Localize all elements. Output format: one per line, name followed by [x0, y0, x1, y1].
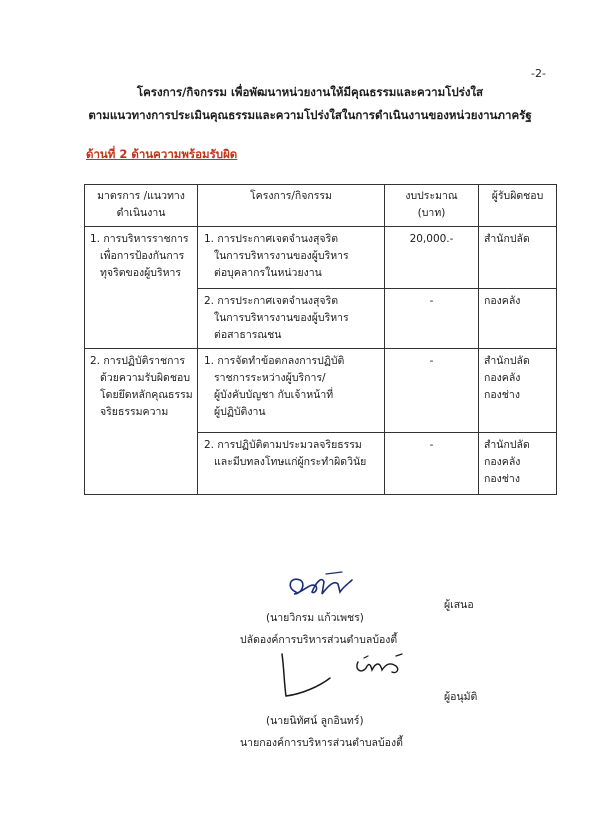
table-row — [85, 349, 557, 433]
project-cell — [198, 433, 385, 495]
project-line: 1. การประกาศเจตจำนงสุจริต — [204, 233, 339, 245]
owner-cell — [479, 227, 557, 289]
project-line: และมีบทลงโทษแก่ผู้กระทำผิดวินัย — [214, 456, 367, 468]
project-line: ต่อบุคลากรในหน่วยงาน — [214, 267, 322, 279]
budget-cell: 20,000.- — [385, 227, 479, 289]
header-measure — [85, 185, 198, 227]
project-line: ผู้ปฏิบัติงาน — [214, 406, 266, 418]
header-measure-line-1: มาตรการ /แนวทาง — [97, 190, 185, 202]
header-budget-line-1: งบประมาณ — [405, 190, 458, 202]
approver-position: นายกองค์การบริหารส่วนตำบลบ้องตี้ — [240, 737, 403, 749]
proposer-position: ปลัดองค์การบริหารส่วนตำบลบ้องตี้ — [240, 634, 398, 646]
header-project-label: โครงการ/กิจกรรม — [250, 190, 332, 202]
section-title: ด้านที่ 2 ด้านความพร้อมรับผิด — [86, 147, 238, 161]
table-row — [85, 227, 557, 289]
budget-cell: - — [385, 289, 479, 349]
owner-line: สำนักปลัด — [484, 355, 530, 367]
project-line: ผู้บังคับบัญชา กับเจ้าหน้าที่ — [214, 389, 334, 401]
owner-line: สำนักปลัด — [484, 233, 530, 245]
owner-cell — [479, 433, 557, 495]
proposer-name: (นายวิกรม แก้วเพชร) — [266, 612, 364, 624]
owner-cell — [479, 349, 557, 433]
budget-cell: - — [385, 433, 479, 495]
owner-line: กองช่าง — [484, 473, 520, 485]
approver-role: ผู้อนุมัติ — [444, 691, 478, 703]
owner-cell — [479, 289, 557, 349]
owner-line: กองคลัง — [484, 295, 521, 307]
project-line: ในการบริหารงานของผู้บริหาร — [214, 312, 349, 324]
measure-line: เพื่อการป้องกันการ — [100, 250, 185, 262]
owner-line: สำนักปลัด — [484, 439, 530, 451]
owner-line: กองคลัง — [484, 372, 521, 384]
project-line: ต่อสาธารณชน — [214, 329, 282, 341]
proposer-signature — [282, 570, 362, 606]
header-budget — [385, 185, 479, 227]
measures-table — [84, 184, 557, 495]
owner-line: กองช่าง — [484, 389, 520, 401]
approver-name: (นายนิทัศน์ ลูกอินทร์) — [266, 715, 364, 727]
owner-line: กองคลัง — [484, 456, 521, 468]
project-cell — [198, 289, 385, 349]
document-title-line-2: ตามแนวทางการประเมินคุณธรรมและความโปร่งใสในการดำเนินงานของหน่วยงานภาครัฐ — [88, 108, 532, 122]
measure-line: 2. การปฏิบัติราชการ — [90, 355, 186, 367]
project-line: 1. การจัดทำข้อตกลงการปฏิบัติ — [204, 355, 345, 367]
header-budget-line-2: (บาท) — [417, 207, 446, 219]
table-header-row — [85, 185, 557, 227]
header-owner — [479, 185, 557, 227]
header-owner-label: ผู้รับผิดชอบ — [491, 190, 544, 202]
project-line: ราชการระหว่างผู้บริการ/ — [214, 372, 326, 384]
approver-signature — [272, 648, 422, 704]
measure-line: จริยธรรมความ — [100, 406, 169, 418]
project-line: 2. การปฏิบัติตามประมวลจริยธรรม — [204, 439, 362, 451]
document-title-line-1: โครงการ/กิจกรรม เพื่อพัฒนาหน่วยงานให้มีคุณธรรมและความโปร่งใส — [136, 85, 484, 99]
measure-cell — [85, 349, 198, 495]
header-project — [198, 185, 385, 227]
project-cell — [198, 227, 385, 289]
project-line: 2. การประกาศเจตจำนงสุจริต — [204, 295, 339, 307]
measure-line: ด้วยความรับผิดชอบ — [100, 372, 190, 384]
measure-line: 1. การบริหารราชการ — [90, 233, 189, 245]
proposer-role: ผู้เสนอ — [444, 599, 474, 611]
page-number: -2- — [531, 67, 546, 80]
measure-line: ทุจริตของผู้บริหาร — [100, 267, 182, 279]
measure-line: โดยยึดหลักคุณธรรม — [100, 389, 193, 401]
header-measure-line-2: ดำเนินงาน — [116, 207, 166, 219]
budget-cell: - — [385, 349, 479, 433]
project-cell — [198, 349, 385, 433]
project-line: ในการบริหารงานของผู้บริหาร — [214, 250, 349, 262]
measure-cell — [85, 227, 198, 349]
